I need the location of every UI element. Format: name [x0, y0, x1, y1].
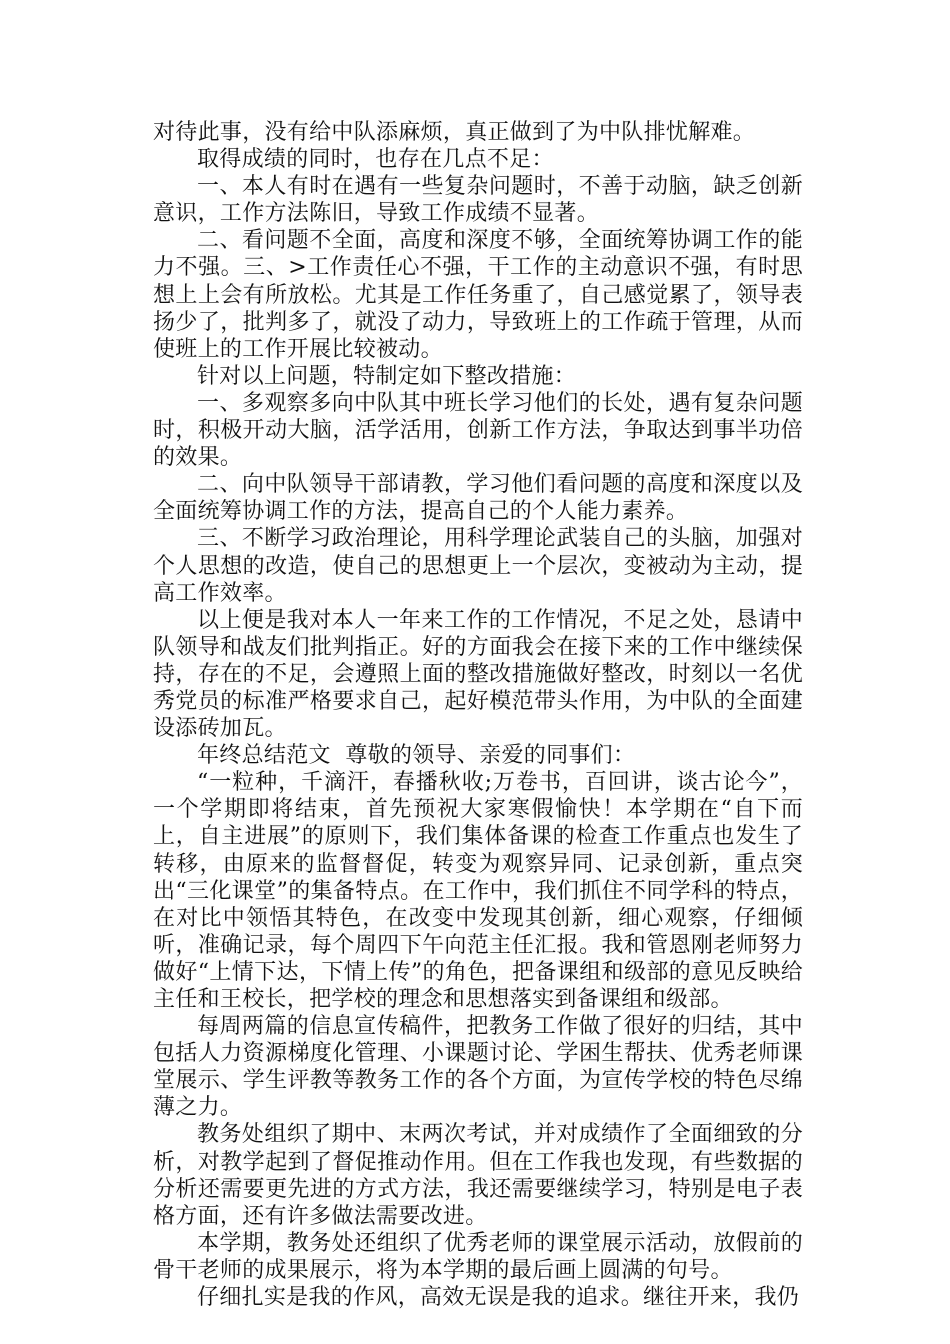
- document-body: [153, 119, 803, 1311]
- paragraph: 对待此事，没有给中队添麻烦，真正做到了为中队排忧解难。: [153, 120, 756, 145]
- paragraph: 二、向中队领导干部请教，学习他们看问题的高度和深度以及全面统筹协调工作的方法，提高自己的个人能力素养。: [153, 472, 803, 525]
- paragraph-heading-line: 年终总结范文 尊敬的领导、亲爱的同事们：: [197, 743, 636, 769]
- paragraph: “一粒种，千滴汗，春播秋收;万卷书，百回讲，谈古论今”，一个学期即将结束，首先预祝大家寒假愉快！本学期在“自下而上，自主进展”的原则下，我们集体备课的检查工作重点也发生了转移，由原来的监督督促，转变为观察异同、记录创新，重点突出“三化课堂”的集备特点。在工作中，我们抓住不同学科的特点，在对比中领悟其特色，在改变中发现其创新，细心观察，仔细倾听，准确记录，每个周四下午向范主任汇报。我和管恩刚老师努力做好“上情下达，下情上传”的角色，把备课组和级部的意见反映给主任和王校长，把学校的理念和思想落实到备课组和级部。: [153, 770, 803, 1012]
- paragraph: 每周两篇的信息宣传稿件，把教务工作做了很好的归结，其中包括人力资源梯度化管理、小课题讨论、学困生帮扶、优秀老师课堂展示、学生评教等教务工作的各个方面，为宣传学校的特色尽绵薄之力。: [153, 1014, 803, 1121]
- paragraph: 三、不断学习政治理论，用科学理论武装自己的头脑，加强对个人思想的改造，使自己的思想更上一个层次，变被动为主动，提高工作效率。: [153, 526, 803, 606]
- paragraph: 本学期，教务处还组织了优秀老师的课堂展示活动，放假前的骨干老师的成果展示，将为本学期的最后画上圆满的句号。: [153, 1230, 803, 1283]
- paragraph: 针对以上问题，特制定如下整改措施：: [197, 363, 577, 389]
- paragraph: 一、多观察多向中队其中班长学习他们的长处，遇有复杂问题时，积极开动大脑，活学活用，创新工作方法，争取达到事半功倍的效果。: [153, 390, 803, 471]
- paragraph: 以上便是我对本人一年来工作的工作情况，不足之处，恳请中队领导和战友们批判指正。好的方面我会在接下来的工作中继续保持，存在的不足，会遵照上面的整改措施做好整改，时刻以一名优秀党员的标准严格要求自己，起好模范带头作用，为中队的全面建设添砖加瓦。: [153, 607, 803, 742]
- paragraph: 二、看问题不全面，高度和深度不够，全面统筹协调工作的能力不强。三、>工作责任心不强，干工作的主动意识不强，有时思想上上会有所放松。尤其是工作任务重了，自己感觉累了，领导表扬少了，批判多了，就没了动力，导致班上的工作疏于管理，从而使班上的工作开展比较被动。: [153, 228, 803, 362]
- paragraph: 取得成绩的同时，也存在几点不足：: [197, 147, 554, 173]
- paragraph: 一、本人有时在遇有一些复杂问题时，不善于动脑，缺乏创新意识，工作方法陈旧，导致工作成绩不显著。: [153, 174, 803, 227]
- paragraph: 仔细扎实是我的作风，高效无误是我的追求。继往开来，我仍: [197, 1285, 800, 1311]
- paragraph: 教务处组织了期中、末两次考试，并对成绩作了全面细致的分析，对教学起到了督促推动作用。但在工作我也发现，有些数据的分析还需要更先进的方式方法，我还需要继续学习，特别是电子表格方面，还有许多做法需要改进。: [153, 1122, 803, 1229]
